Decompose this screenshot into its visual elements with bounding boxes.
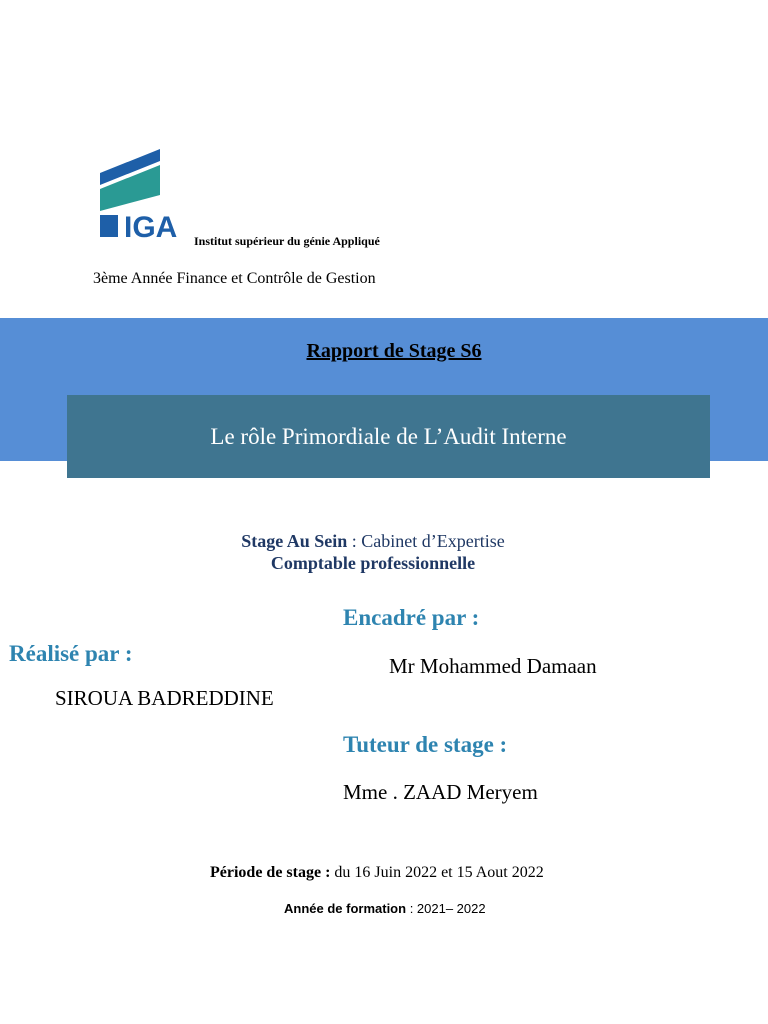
- program-name: 3ème Année Finance et Contrôle de Gestion: [93, 270, 376, 287]
- realise-heading: Réalisé par :: [9, 641, 133, 666]
- report-title: [0, 340, 768, 363]
- stage-place-first: Cabinet d’Expertise: [361, 531, 505, 551]
- stage-separator: :: [347, 531, 362, 551]
- stage-label: Stage Au Sein: [241, 531, 348, 551]
- tuteur-name: Mme . ZAAD Meryem: [343, 780, 538, 804]
- theme-box: [67, 395, 710, 478]
- stage-place-line1: [0, 530, 746, 552]
- stage-place: [0, 530, 746, 574]
- formation-label: Année de formation: [284, 901, 407, 916]
- tuteur-heading: Tuteur de stage :: [343, 732, 508, 757]
- formation-year: [284, 901, 486, 916]
- formation-value: : 2021– 2022: [406, 901, 486, 916]
- realise-name: SIROUA BADREDDINE: [55, 686, 274, 710]
- report-title-text: Rapport de Stage S6: [306, 340, 482, 362]
- logo-text: IGA: [124, 211, 178, 241]
- period-label: Période de stage :: [210, 864, 331, 881]
- stage-place-line2: Comptable professionnelle: [270, 553, 476, 573]
- iga-logo: [96, 145, 192, 241]
- stage-period: [210, 864, 544, 882]
- encadre-name: Mr Mohammed Damaan: [389, 654, 597, 678]
- institute-name: Institut supérieur du génie Appliqué: [194, 234, 380, 248]
- theme-title: Le rôle Primordiale de L’Audit Interne: [210, 423, 567, 449]
- encadre-heading: Encadré par :: [343, 605, 480, 630]
- period-value: du 16 Juin 2022 et 15 Aout 2022: [330, 864, 544, 881]
